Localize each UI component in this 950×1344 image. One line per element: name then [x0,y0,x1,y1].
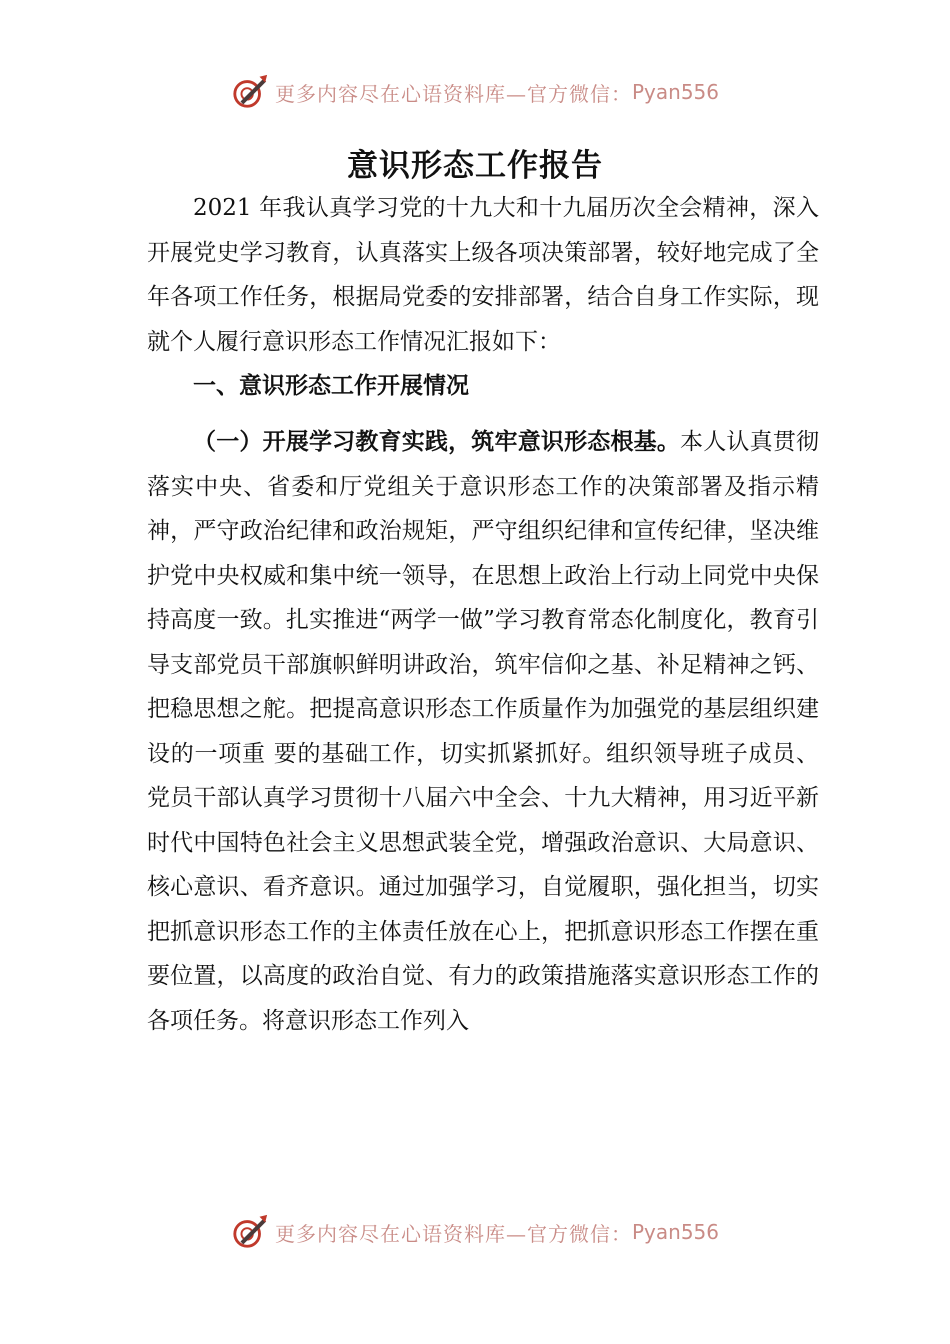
document-body [147,186,819,1043]
watermark-wechat-id: Pyan556 [631,80,719,104]
intro-paragraph: 2021 年我认真学习党的十九大和十九届历次全会精神，深入开展党史学习教育，认真落实上级各项决策部署，较好地完成了全年各项工作任务，根据局党委的安排部署，结合自身工作实际，现就个人履行意识形态工作情况汇报如下： [147,195,819,355]
document-title: 意识形态工作报告 [347,148,603,184]
section-heading: 一、意识形态工作开展情况 [193,373,469,399]
brand-logo-icon [231,73,269,111]
footer-watermark [0,1210,950,1254]
subsection-lead: （一）开展学习教育实践，筑牢意识形态根基。 [193,428,681,455]
subsection-body: 本人认真贯彻落实中央、省委和厅党组关于意识形态工作的决策部署及指示精神，严守政治纪律和政治规矩，严守组织纪律和宣传纪律，坚决维护党中央权威和集中统一领导，在思想上政治上行动上同党中央保持高度一致。扎实推进“两学一做”学习教育常态化制度化，教育引导支部党员干部旗帜鲜明讲政治，筑牢信仰之基、补足精神之钙、把稳思想之舵。把提高意识形态工作质量作为加强党的基层组织建设的一项重 要的基础工作，切实抓紧抓好。组织领导班子成员、党员干部认真学习贯彻十八届六中全会、十九大精神，用习近平新时代中国特色社会主义思想武装全党，增强政治意识、大局意识、核心意识、看齐意识。通过加强学习，自觉履职，强化担当，切实把抓意识形态工作的主体责任放在心上，把抓意识形态工作摆在重要位置，以高度的政治自觉、有力的政策措施落实意识形态工作的各项任务。将意识形态工作列入 [147,429,820,1034]
watermark-text: 更多内容尽在心语资料库—官方微信： [274,1221,632,1246]
watermark-wechat-id: Pyan556 [631,1220,719,1244]
brand-logo-icon [231,1213,269,1251]
watermark-text: 更多内容尽在心语资料库—官方微信： [274,81,632,106]
subsection-paragraph [147,420,819,1043]
header-watermark [0,70,950,114]
